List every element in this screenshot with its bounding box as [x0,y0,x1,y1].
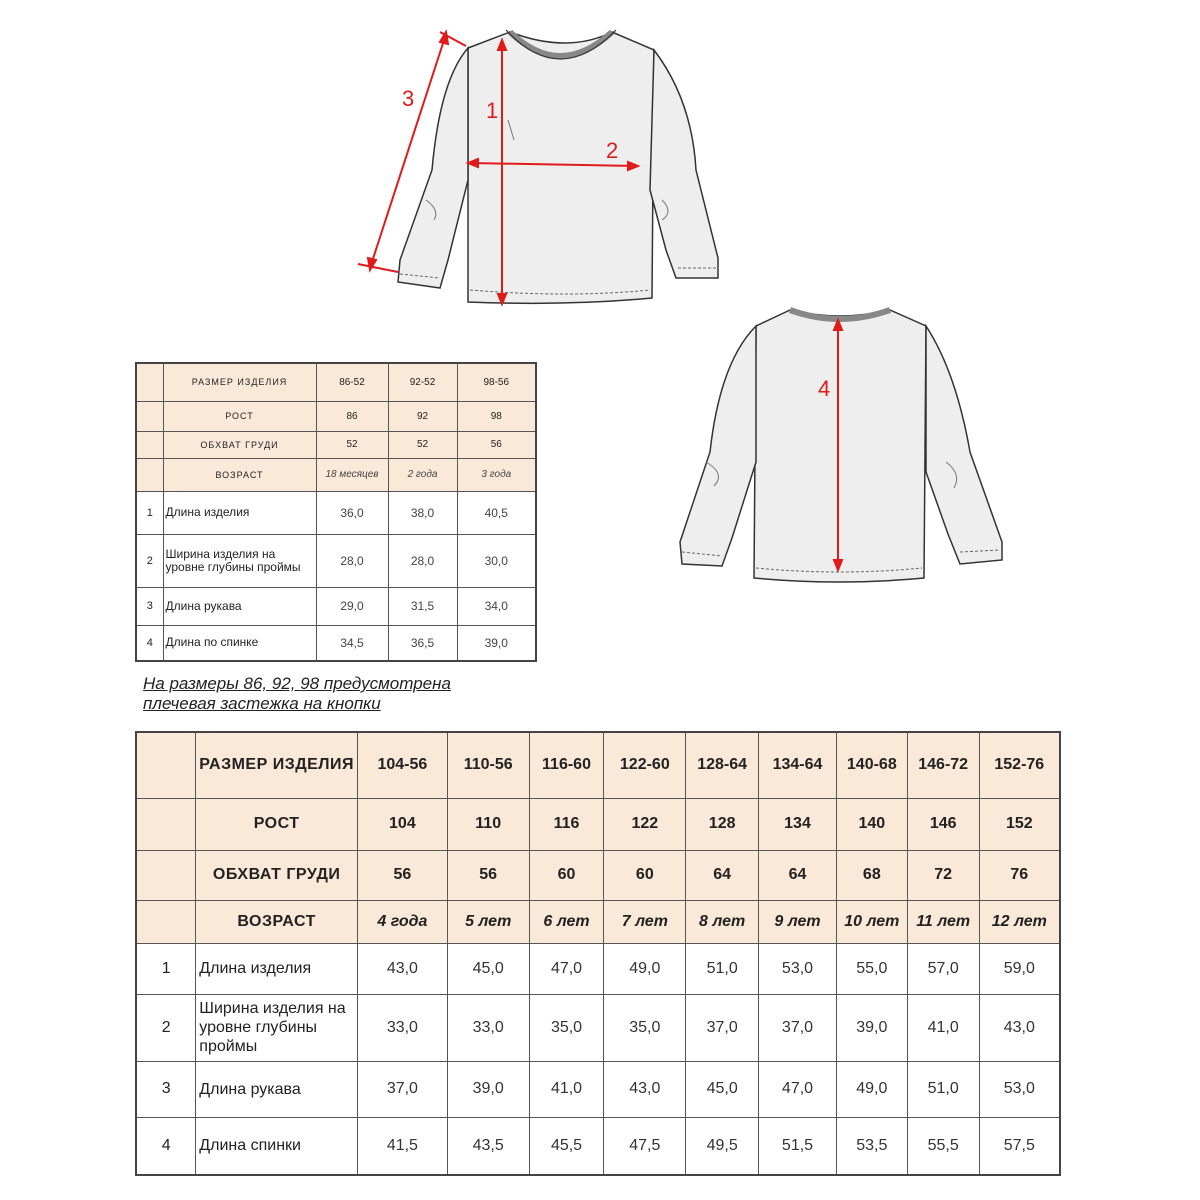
big-header-empty-cell [136,798,196,850]
measurement-value: 34,5 [316,625,388,661]
measurement-value: 30,0 [457,534,536,587]
big-header-value: 116-60 [529,732,604,798]
small-header-value: 86 [316,401,388,431]
measurement-value: 41,0 [529,1061,604,1117]
measurement-value: 47,5 [604,1117,686,1175]
measurement-value: 39,0 [447,1061,529,1117]
big-header-value: 128-64 [686,732,759,798]
note-line-2: плечевая застежка на кнопки [143,694,381,713]
big-header-value: 146-72 [907,732,979,798]
row-number: 2 [136,994,196,1061]
small-data-row [136,587,536,625]
row-number: 3 [136,1061,196,1117]
small-header-value: 98 [457,401,536,431]
measurement-value: 45,5 [529,1117,604,1175]
small-header-value: 86-52 [316,363,388,401]
measurement-value: 37,0 [357,1061,447,1117]
big-header-label: ВОЗРАСТ [196,900,358,943]
big-header-value: 122-60 [604,732,686,798]
measurement-value: 47,0 [529,943,604,994]
small-header-value: 56 [457,431,536,458]
note-line-1: На размеры 86, 92, 98 предусмотрена [143,674,451,693]
big-header-value: 56 [447,850,529,900]
small-age-value: 2 года [388,458,457,491]
measurement-value: 53,5 [836,1117,907,1175]
measurement-name: Длина по спинке [163,625,316,661]
big-header-value: 128 [686,798,759,850]
row-number: 4 [136,1117,196,1175]
small-header-label: ОБХВАТ ГРУДИ [163,431,316,458]
big-header-empty-cell [136,900,196,943]
measurement-value: 59,0 [979,943,1060,994]
measurement-value: 49,0 [836,1061,907,1117]
big-header-value: 72 [907,850,979,900]
measurement-value: 43,5 [447,1117,529,1175]
small-header-label: РОСТ [163,401,316,431]
big-header-value: 110 [447,798,529,850]
measurement-name: Длина спинки [196,1117,358,1175]
front-garment-sketch [340,20,760,320]
small-data-row [136,491,536,534]
big-age-value: 9 лет [759,900,837,943]
small-header-empty-cell [136,363,163,401]
measurement-name: Длина изделия [196,943,358,994]
measurement-value: 31,5 [388,587,457,625]
measurement-value: 36,5 [388,625,457,661]
measurement-value: 35,0 [604,994,686,1061]
small-header-value: 52 [316,431,388,458]
small-header-row [136,431,536,458]
measure-label-3: 3 [402,86,415,111]
small-header-empty-cell [136,401,163,431]
measurement-value: 28,0 [388,534,457,587]
measurement-value: 34,0 [457,587,536,625]
measure-label-1: 1 [486,98,499,123]
big-data-row [136,943,1060,994]
big-age-value: 11 лет [907,900,979,943]
row-number: 2 [136,534,163,587]
measurement-value: 33,0 [447,994,529,1061]
big-header-value: 116 [529,798,604,850]
big-header-label: РОСТ [196,798,358,850]
big-header-value: 104-56 [357,732,447,798]
measurement-name: Ширина изделия на уровне глубины проймы [196,994,358,1061]
measurement-value: 37,0 [686,994,759,1061]
big-data-row [136,1061,1060,1117]
measurement-value: 29,0 [316,587,388,625]
snap-closure-note [143,674,451,714]
measurement-value: 33,0 [357,994,447,1061]
size-table-small [135,362,537,662]
small-header-empty-cell [136,431,163,458]
measurement-value: 47,0 [759,1061,837,1117]
big-header-empty-cell [136,732,196,798]
big-data-row [136,994,1060,1061]
measurement-value: 51,0 [907,1061,979,1117]
row-number: 1 [136,943,196,994]
big-header-value: 110-56 [447,732,529,798]
measurement-value: 38,0 [388,491,457,534]
measurement-value: 53,0 [759,943,837,994]
small-header-label: ВОЗРАСТ [163,458,316,491]
size-table-large [135,731,1061,1176]
big-header-value: 68 [836,850,907,900]
measurement-value: 41,0 [907,994,979,1061]
big-header-row [136,732,1060,798]
big-header-value: 76 [979,850,1060,900]
big-header-value: 60 [604,850,686,900]
small-header-label: РАЗМЕР ИЗДЕЛИЯ [163,363,316,401]
big-header-value: 140 [836,798,907,850]
small-data-row [136,625,536,661]
measurement-value: 43,0 [979,994,1060,1061]
small-age-value: 18 месяцев [316,458,388,491]
big-age-value: 7 лет [604,900,686,943]
back-garment-sketch [670,302,1010,592]
big-header-value: 60 [529,850,604,900]
big-header-value: 104 [357,798,447,850]
big-header-value: 122 [604,798,686,850]
big-age-value: 10 лет [836,900,907,943]
big-header-row [136,850,1060,900]
big-header-label: РАЗМЕР ИЗДЕЛИЯ [196,732,358,798]
big-age-value: 8 лет [686,900,759,943]
big-header-value: 140-68 [836,732,907,798]
measurement-value: 45,0 [447,943,529,994]
big-header-row [136,900,1060,943]
measurement-value: 43,0 [357,943,447,994]
measurement-value: 49,0 [604,943,686,994]
big-age-value: 5 лет [447,900,529,943]
small-header-row [136,401,536,431]
measurement-value: 39,0 [836,994,907,1061]
measurement-value: 43,0 [604,1061,686,1117]
measurement-value: 41,5 [357,1117,447,1175]
measurement-value: 37,0 [759,994,837,1061]
small-age-value: 3 года [457,458,536,491]
row-number: 4 [136,625,163,661]
small-header-value: 52 [388,431,457,458]
big-header-value: 56 [357,850,447,900]
measurement-value: 35,0 [529,994,604,1061]
measurement-value: 55,0 [836,943,907,994]
big-header-row [136,798,1060,850]
small-header-row [136,363,536,401]
small-header-row [136,458,536,491]
measurement-value: 39,0 [457,625,536,661]
big-header-value: 134-64 [759,732,837,798]
big-header-value: 152 [979,798,1060,850]
small-header-empty-cell [136,458,163,491]
measurement-value: 53,0 [979,1061,1060,1117]
measurement-name: Длина рукава [196,1061,358,1117]
row-number: 3 [136,587,163,625]
measurement-value: 51,0 [686,943,759,994]
measurement-name: Ширина изделия на уровне глубины проймы [163,534,316,587]
small-data-row [136,534,536,587]
measure-label-2: 2 [606,138,619,163]
measurement-value: 28,0 [316,534,388,587]
small-header-value: 92 [388,401,457,431]
big-age-value: 6 лет [529,900,604,943]
big-header-empty-cell [136,850,196,900]
big-header-value: 152-76 [979,732,1060,798]
measurement-value: 55,5 [907,1117,979,1175]
measurement-name: Длина рукава [163,587,316,625]
big-age-value: 12 лет [979,900,1060,943]
measurement-value: 40,5 [457,491,536,534]
big-header-value: 64 [759,850,837,900]
big-header-value: 64 [686,850,759,900]
measurement-name: Длина изделия [163,491,316,534]
measurement-value: 51,5 [759,1117,837,1175]
big-age-value: 4 года [357,900,447,943]
big-header-label: ОБХВАТ ГРУДИ [196,850,358,900]
measure-label-4: 4 [818,376,831,401]
row-number: 1 [136,491,163,534]
big-header-value: 134 [759,798,837,850]
measurement-value: 45,0 [686,1061,759,1117]
measurement-value: 57,5 [979,1117,1060,1175]
small-header-value: 98-56 [457,363,536,401]
big-data-row [136,1117,1060,1175]
measurement-value: 49,5 [686,1117,759,1175]
measurement-value: 57,0 [907,943,979,994]
big-header-value: 146 [907,798,979,850]
small-header-value: 92-52 [388,363,457,401]
measurement-value: 36,0 [316,491,388,534]
